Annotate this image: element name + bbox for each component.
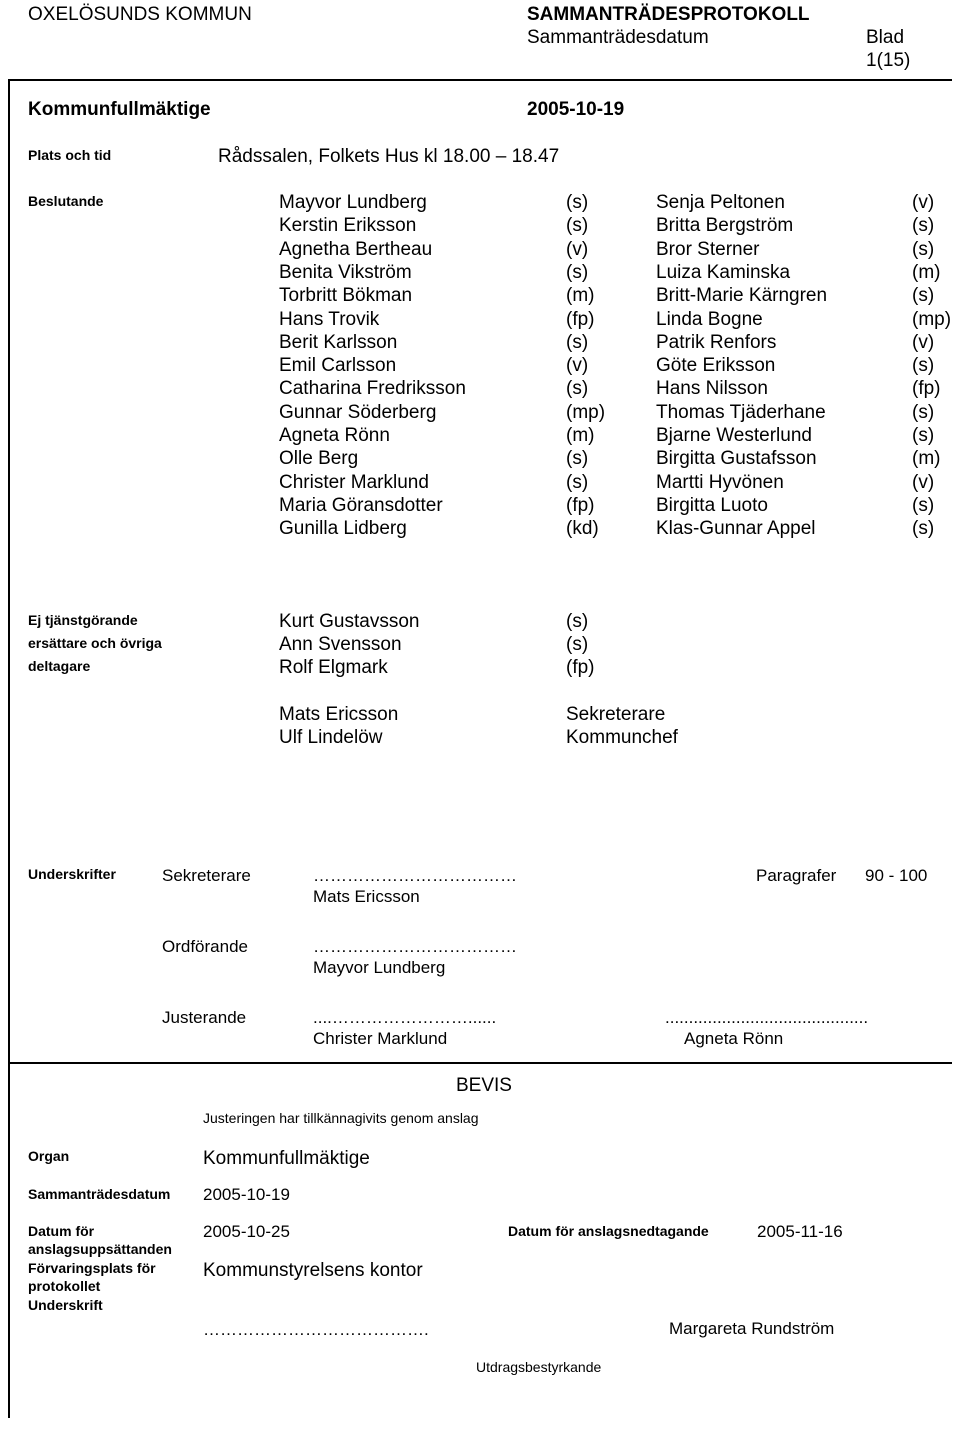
member-name: Agnetha Bertheau	[279, 239, 433, 260]
adjuster2-signature-line: ...........................................	[665, 1008, 869, 1027]
substitute-name: Rolf Elgmark	[279, 657, 388, 678]
official-role: Sekreterare	[566, 704, 666, 725]
secretary-signature-line: ………………………………	[313, 866, 517, 885]
left-margin-rule	[8, 79, 10, 1418]
official-role: Kommunchef	[566, 727, 678, 748]
meeting-date-label: Sammanträdesdatum	[28, 1186, 171, 1202]
adjuster1-signature-line: ....……………………......	[313, 1008, 497, 1027]
member-name: Bror Sterner	[656, 239, 760, 260]
member-party: (m)	[912, 448, 941, 469]
document-type: SAMMANTRÄDESPROTOKOLL	[527, 4, 810, 25]
member-party: (m)	[566, 285, 595, 306]
member-party: (fp)	[566, 495, 595, 516]
chair-signature-line: ………………………………	[313, 937, 517, 956]
member-party: (v)	[566, 239, 589, 260]
member-party: (v)	[912, 192, 935, 213]
storage-label-line2: protokollet	[28, 1278, 101, 1294]
substitute-name: Ann Svensson	[279, 634, 402, 655]
place-time: Rådssalen, Folkets Hus kl 18.00 – 18.47	[218, 146, 560, 167]
member-name: Hans Nilsson	[656, 378, 768, 399]
posting-date-value: 2005-10-25	[203, 1222, 290, 1241]
member-name: Bjarne Westerlund	[656, 425, 812, 446]
member-name: Luiza Kaminska	[656, 262, 791, 283]
substitute-party: (s)	[566, 634, 589, 655]
member-name: Kerstin Eriksson	[279, 215, 417, 236]
member-name: Gunilla Lidberg	[279, 518, 407, 539]
member-name: Senja Peltonen	[656, 192, 785, 213]
posting-date-label-line2: anslagsuppsättanden	[28, 1241, 172, 1257]
member-name: Christer Marklund	[279, 472, 429, 493]
removal-date-value: 2005-11-16	[757, 1222, 843, 1241]
member-name: Gunnar Söderberg	[279, 402, 437, 423]
member-name: Klas-Gunnar Appel	[656, 518, 816, 539]
member-name: Torbritt Bökman	[279, 285, 413, 306]
member-party: (s)	[566, 332, 589, 353]
secretary-label: Sekreterare	[162, 866, 251, 885]
member-party: (s)	[912, 425, 935, 446]
member-name: Birgitta Gustafsson	[656, 448, 817, 469]
posting-date-label-line1: Datum för	[28, 1223, 95, 1239]
member-party: (s)	[912, 518, 935, 539]
secretary-name: Mats Ericsson	[313, 887, 420, 906]
certified-label: Utdragsbestyrkande	[476, 1359, 602, 1375]
member-party: (m)	[566, 425, 595, 446]
member-party: (mp)	[912, 309, 952, 330]
member-name: Maria Göransdotter	[279, 495, 443, 516]
removal-date-label: Datum för anslagsnedtagande	[508, 1223, 709, 1239]
others-label-line3: deltagare	[28, 658, 91, 674]
member-party: (fp)	[912, 378, 941, 399]
member-party: (s)	[912, 215, 935, 236]
member-name: Catharina Fredriksson	[279, 378, 466, 399]
member-party: (s)	[566, 448, 589, 469]
member-party: (fp)	[566, 309, 595, 330]
member-name: Britta Bergström	[656, 215, 794, 236]
member-name: Birgitta Luoto	[656, 495, 768, 516]
member-party: (s)	[912, 495, 935, 516]
committee-title: Kommunfullmäktige	[28, 99, 211, 120]
chair-name: Mayvor Lundberg	[313, 958, 446, 977]
others-label-line1: Ej tjänstgörande	[28, 612, 138, 628]
member-party: (s)	[912, 285, 935, 306]
member-name: Thomas Tjäderhane	[656, 402, 826, 423]
member-name: Emil Carlsson	[279, 355, 397, 376]
member-name: Hans Trovik	[279, 309, 380, 330]
meeting-date-value: 2005-10-19	[203, 1185, 290, 1204]
substitute-name: Kurt Gustavsson	[279, 611, 420, 632]
member-party: (s)	[912, 239, 935, 260]
deciding-label: Beslutande	[28, 193, 104, 209]
signature-label: Underskrift	[28, 1297, 103, 1313]
organ-label: Organ	[28, 1148, 70, 1164]
signature-line: ………………………………….	[203, 1320, 429, 1339]
adjuster2-name: Agneta Rönn	[684, 1029, 784, 1048]
member-name: Olle Berg	[279, 448, 359, 469]
date-label: Sammanträdesdatum	[527, 27, 709, 48]
member-name: Britt-Marie Kärngren	[656, 285, 828, 306]
others-label-line2: ersättare och övriga	[28, 635, 162, 651]
member-party: (v)	[912, 332, 935, 353]
certificate-rule	[8, 1062, 952, 1064]
sheet-label: Blad	[866, 27, 905, 48]
member-name: Berit Karlsson	[279, 332, 398, 353]
announcement-text: Justeringen har tillkännagivits genom anslag	[203, 1110, 479, 1126]
member-party: (s)	[912, 355, 935, 376]
member-party: (s)	[912, 402, 935, 423]
member-party: (v)	[566, 355, 589, 376]
member-party: (s)	[566, 472, 589, 493]
official-name: Ulf Lindelöw	[279, 727, 383, 748]
signatures-label: Underskrifter	[28, 866, 116, 882]
member-party: (s)	[566, 215, 589, 236]
municipality-name: OXELÖSUNDS KOMMUN	[28, 4, 252, 25]
adjuster1-name: Christer Marklund	[313, 1029, 448, 1048]
member-party: (m)	[912, 262, 941, 283]
member-party: (s)	[566, 378, 589, 399]
member-party: (v)	[912, 472, 935, 493]
member-party: (s)	[566, 262, 589, 283]
member-name: Benita Vikström	[279, 262, 412, 283]
storage-value: Kommunstyrelsens kontor	[203, 1260, 423, 1281]
substitute-party: (fp)	[566, 657, 595, 678]
organ-value: Kommunfullmäktige	[203, 1148, 370, 1169]
paragraphs-value: 90 - 100	[865, 866, 928, 885]
header-rule	[8, 79, 952, 81]
member-name: Mayvor Lundberg	[279, 192, 427, 213]
member-name: Linda Bogne	[656, 309, 763, 330]
member-name: Martti Hyvönen	[656, 472, 784, 493]
member-party: (mp)	[566, 402, 606, 423]
signer-name: Margareta Rundström	[669, 1319, 835, 1338]
member-name: Agneta Rönn	[279, 425, 390, 446]
member-name: Göte Eriksson	[656, 355, 776, 376]
meeting-date: 2005-10-19	[527, 99, 625, 120]
member-party: (kd)	[566, 518, 599, 539]
official-name: Mats Ericsson	[279, 704, 399, 725]
chair-label: Ordförande	[162, 937, 248, 956]
certificate-title: BEVIS	[456, 1075, 512, 1096]
adjuster-label: Justerande	[162, 1008, 247, 1027]
substitute-party: (s)	[566, 611, 589, 632]
sheet-number: 1(15)	[866, 50, 911, 71]
storage-label-line1: Förvaringsplats för	[28, 1260, 156, 1276]
member-name: Patrik Renfors	[656, 332, 777, 353]
member-party: (s)	[566, 192, 589, 213]
place-label: Plats och tid	[28, 147, 112, 163]
paragraphs-label: Paragrafer	[756, 866, 837, 885]
